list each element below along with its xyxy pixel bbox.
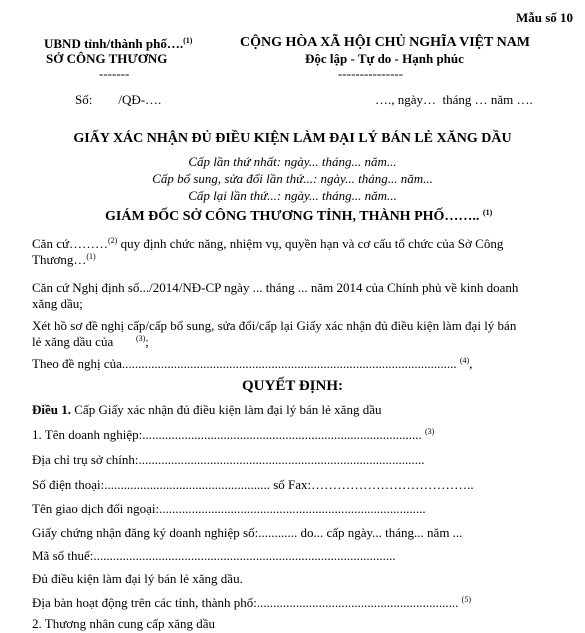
eligibility-statement: Đủ điều kiện làm đại lý bán lẻ xăng dầu. (32, 571, 243, 586)
article-1-label: Điều 1. (32, 402, 71, 417)
operating-area-field (32, 595, 471, 611)
note-ref: (1) (183, 36, 193, 45)
basis-paragraph-3-line-2 (32, 334, 149, 350)
national-motto: Độc lập - Tự do - Hạnh phúc (305, 51, 464, 66)
issue-line-first: Cấp lần thứ nhất: ngày... tháng... năm... (188, 154, 397, 169)
tax-code-field: Mã số thuế:............................................................................................. (32, 548, 396, 563)
field-text: Địa bàn hoạt động trên các tỉnh, thành phố:.............................................................. (32, 595, 459, 610)
document-title: GIẤY XÁC NHẬN ĐỦ ĐIỀU KIỆN LÀM ĐẠI LÝ BÁN LẺ XĂNG DẦU (73, 131, 512, 146)
note-ref: (2) (108, 236, 118, 245)
left-header-rule: ------- (99, 66, 130, 81)
field-text: 1. Tên doanh nghiệp:...................................................................................... (32, 427, 422, 442)
article-1 (32, 402, 381, 418)
basis-paragraph-2-line-2: xăng dầu; (32, 296, 83, 311)
issuing-authority-name: UBND tỉnh/thành phố…. (44, 36, 184, 51)
note-ref: (3) (135, 334, 146, 343)
issue-line-reissue: Cấp lại lần thứ...: ngày... tháng... năm... (188, 188, 397, 203)
note-ref: (3) (425, 427, 435, 436)
note-ref: (4) (459, 356, 470, 365)
phone-fax-field: Số điện thoại:................................................... số Fax:……………………………….. (32, 477, 474, 492)
basis-paragraph-2-line-1: Căn cứ Nghị định số.../2014/NĐ-CP ngày ... tháng ... năm 2014 của Chính phủ về kinh doanh (32, 280, 519, 295)
note-ref: (1) (86, 252, 96, 261)
basis-text: Căn cứ……… (32, 236, 109, 251)
form-number: Mẫu số 10 (515, 10, 573, 25)
authority-heading-text: GIÁM ĐỐC SỞ CÔNG THƯƠNG TỈNH, THÀNH PHỐ…….. (105, 209, 480, 224)
document-date: …., ngày… tháng … năm …. (375, 92, 533, 107)
document-number: Số: /QĐ-…. (75, 92, 162, 107)
basis-text: Theo đề nghị của....................................................................................................... (32, 356, 457, 371)
authority-heading (105, 209, 492, 225)
supplier-heading: 2. Thương nhân cung cấp xăng dầu (32, 616, 215, 631)
issue-line-supplement: Cấp bổ sung, sửa đổi lần thứ...: ngày... tháng... năm... (152, 171, 433, 186)
note-ref: (1) (482, 208, 493, 217)
basis-text: Thương… (32, 252, 87, 267)
basis-text: ; (145, 334, 149, 349)
basis-paragraph-1-line-1 (32, 236, 503, 252)
article-1-text: Cấp Giấy xác nhận đủ điều kiện làm đại lý bán lẻ xăng dầu (71, 402, 382, 417)
basis-text: , (469, 356, 473, 371)
basis-paragraph-1-line-2 (32, 252, 96, 268)
right-header-rule: --------------- (338, 66, 403, 81)
basis-paragraph-3-line-1: Xét hồ sơ đề nghị cấp/cấp bổ sung, sửa đổi/cấp lại Giấy xác nhận đủ điều kiện làm đại lý bán (32, 318, 517, 333)
address-field: Địa chỉ trụ sở chính:........................................................................................ (32, 452, 425, 467)
basis-text: lẻ xăng dầu của (32, 334, 114, 349)
decision-heading: QUYẾT ĐỊNH: (242, 378, 343, 394)
basis-paragraph-4 (32, 356, 472, 372)
note-ref: (5) (461, 595, 471, 604)
department-name: SỞ CÔNG THƯƠNG (46, 51, 168, 66)
registration-field: Giấy chứng nhận đăng ký doanh nghiệp số:............ do... cấp ngày... tháng... năm ... (32, 525, 463, 540)
basis-text: quy định chức năng, nhiệm vụ, quyền hạn và cơ cấu tổ chức của Sở Công (120, 236, 504, 251)
foreign-name-field: Tên giao dịch đối ngoại:.................................................................................. (32, 501, 426, 516)
national-title: CỘNG HÒA XÃ HỘI CHỦ NGHĨA VIỆT NAM (240, 35, 531, 50)
company-name-field (32, 427, 434, 443)
issuing-authority (44, 36, 192, 52)
